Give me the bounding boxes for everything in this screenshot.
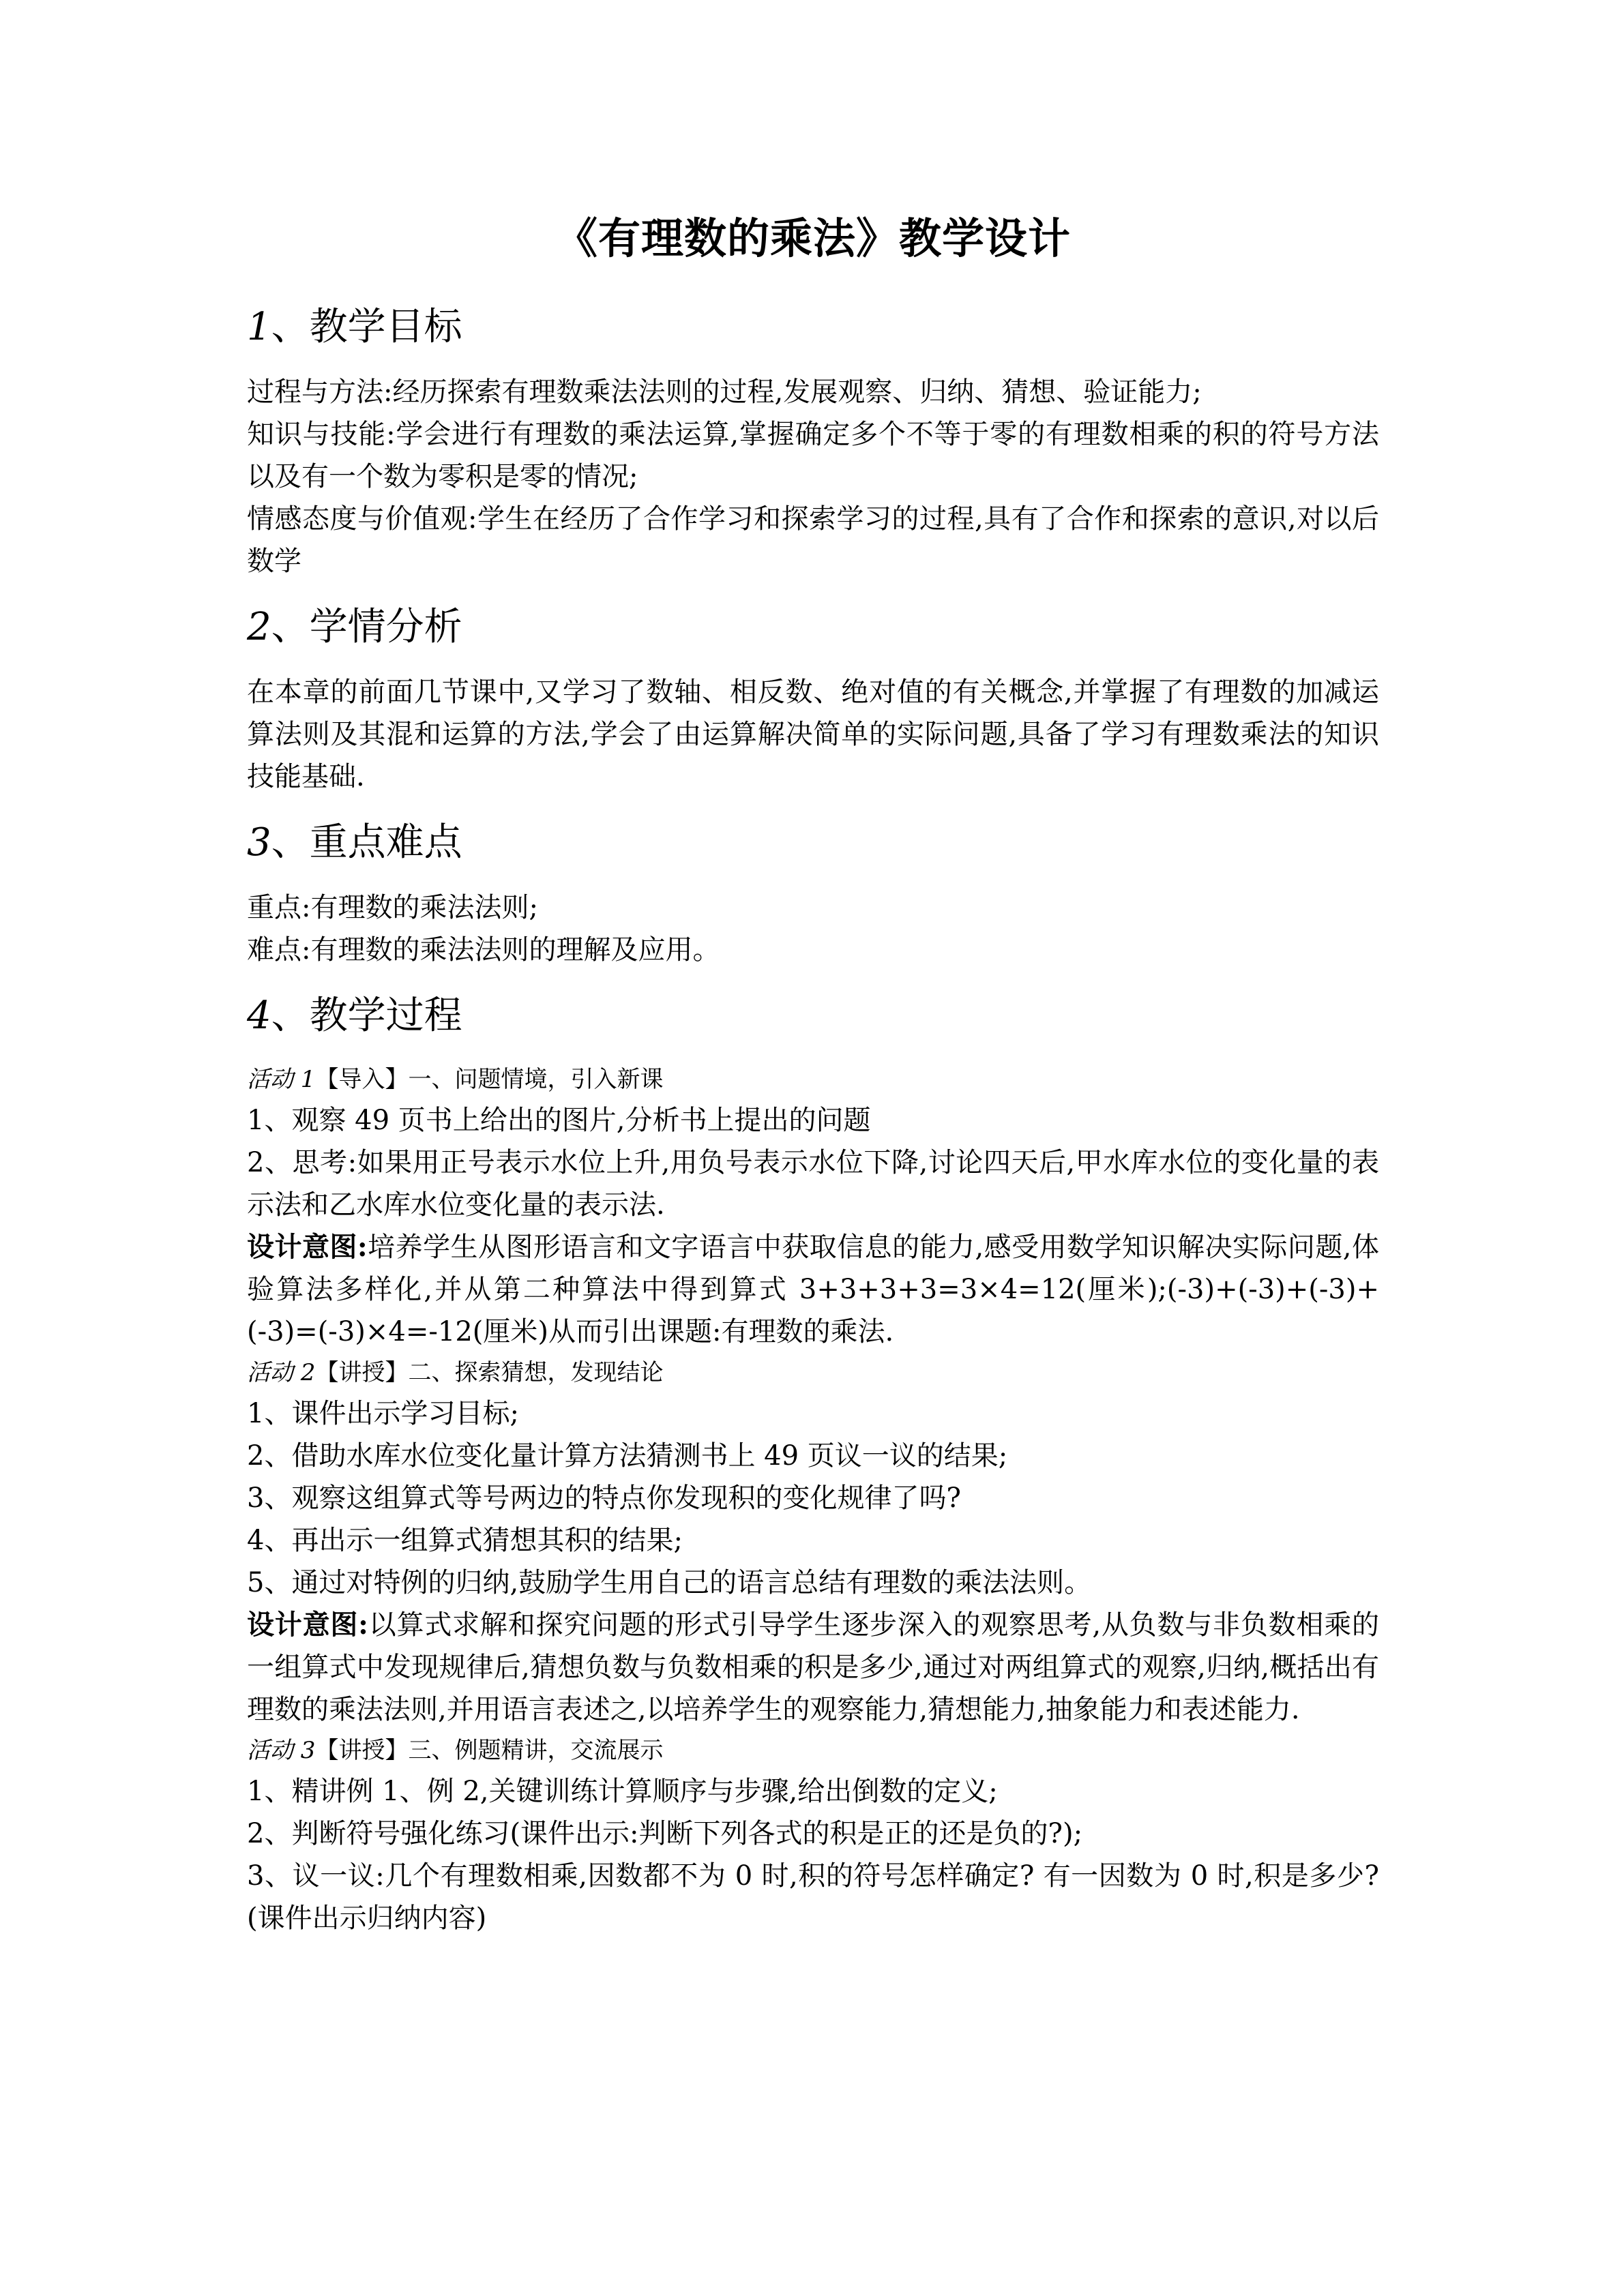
activity-title: 【导入】一、问题情境，引入新课 xyxy=(315,1066,664,1093)
list-item: 4、再出示一组算式猜想其积的结果; xyxy=(247,1525,683,1556)
activity-1 xyxy=(247,1060,1379,1353)
activity-2 xyxy=(247,1353,1379,1731)
list-item: 1、精讲例 1、例 2,关键训练计算顺序与步骤,给出倒数的定义; xyxy=(247,1776,998,1807)
list-item: 2、思考:如果用正号表示水位上升,用负号表示水位下降,讨论四天后,甲水库水位的变化量的表示法和乙水库水位变化量的表示法. xyxy=(247,1147,1379,1221)
document-body xyxy=(247,205,1379,1939)
activity-label: 活动 1 xyxy=(247,1066,316,1093)
section-analysis-body xyxy=(247,671,1379,798)
section-title: 、教学过程 xyxy=(271,994,462,1038)
design-intent xyxy=(247,1226,1379,1353)
section-title: 、学情分析 xyxy=(271,605,462,649)
section-number: 3 xyxy=(247,820,271,865)
section-heading-objectives xyxy=(247,300,1379,355)
activity-title: 【讲授】二、探索猜想，发现结论 xyxy=(315,1359,664,1386)
section-number: 4 xyxy=(247,994,271,1038)
design-intent-text: 以算式求解和探究问题的形式引导学生逐步深入的观察思考,从负数与非负数相乘的一组算式中发现规律后,猜想负数与负数相乘的积是多少,通过对两组算式的观察,归纳,概括出有理数的乘法法则,并用语言表述之,以培养学生的观察能力,猜想能力,抽象能力和表述能力. xyxy=(247,1609,1380,1725)
design-intent-text: 培养学生从图形语言和文字语言中获取信息的能力,感受用数学知识解决实际问题,体验算法多样化,并从第二种算法中得到算式 3+3+3+3=3×4=12(厘米);(-3)+(-3)+(-3)+(-3)=(-3)×4=-12(厘米)从而引出课题:有理数的乘法. xyxy=(247,1232,1379,1347)
activity-3 xyxy=(247,1731,1379,1939)
list-item: 2、判断符号强化练习(课件出示:判断下列各式的积是正的还是负的?); xyxy=(247,1818,1083,1849)
section-number: 2 xyxy=(247,605,271,649)
design-intent xyxy=(247,1604,1379,1731)
list-item: 2、借助水库水位变化量计算方法猜测书上 49 页议一议的结果; xyxy=(247,1440,1008,1472)
list-item: 3、观察这组算式等号两边的特点你发现积的变化规律了吗? xyxy=(247,1482,961,1514)
paragraph: 难点:有理数的乘法法则的理解及应用。 xyxy=(247,934,720,966)
design-intent-label: 设计意图: xyxy=(247,1609,368,1641)
section-heading-key-points xyxy=(247,816,1379,870)
activity-label: 活动 2 xyxy=(247,1359,316,1386)
list-item: 1、课件出示学习目标; xyxy=(247,1398,519,1429)
activity-header xyxy=(247,1353,1379,1392)
section-heading-process xyxy=(247,989,1379,1043)
activity-title: 【讲授】三、例题精讲，交流展示 xyxy=(315,1737,664,1764)
paragraph: 重点:有理数的乘法法则; xyxy=(247,892,538,923)
section-title: 、教学目标 xyxy=(271,305,462,349)
design-intent-label: 设计意图: xyxy=(247,1231,368,1263)
paragraph: 过程与方法:经历探索有理数乘法法则的过程,发展观察、归纳、猜想、验证能力; xyxy=(247,376,1202,408)
list-item: 3、议一议:几个有理数相乘,因数都不为 0 时,积的符号怎样确定? 有一因数为 0 时,积是多少?(课件出示归纳内容) xyxy=(247,1860,1379,1934)
section-heading-analysis xyxy=(247,600,1379,655)
paragraph: 情感态度与价值观:学生在经历了合作学习和探索学习的过程,具有了合作和探索的意识,对以后数学 xyxy=(247,503,1379,577)
list-item: 1、观察 49 页书上给出的图片,分析书上提出的问题 xyxy=(247,1105,871,1136)
section-objectives-body xyxy=(247,371,1379,582)
section-number: 1 xyxy=(247,305,271,349)
activity-label: 活动 3 xyxy=(247,1737,316,1764)
list-item: 5、通过对特例的归纳,鼓励学生用自己的语言总结有理数的乘法法则。 xyxy=(247,1567,1092,1598)
activity-header xyxy=(247,1060,1379,1099)
activity-header xyxy=(247,1731,1379,1770)
section-key-points-body xyxy=(247,886,1379,971)
paragraph: 在本章的前面几节课中,又学习了数轴、相反数、绝对值的有关概念,并掌握了有理数的加减运算法则及其混和运算的方法,学会了由运算解决简单的实际问题,具备了学习有理数乘法的知识技能基础. xyxy=(247,676,1379,792)
section-title: 、重点难点 xyxy=(271,820,462,865)
document-title: 《有理数的乘法》教学设计 xyxy=(555,213,1071,263)
paragraph: 知识与技能:学会进行有理数的乘法运算,掌握确定多个不等于零的有理数相乘的积的符号方法以及有一个数为零积是零的情况; xyxy=(247,419,1379,492)
